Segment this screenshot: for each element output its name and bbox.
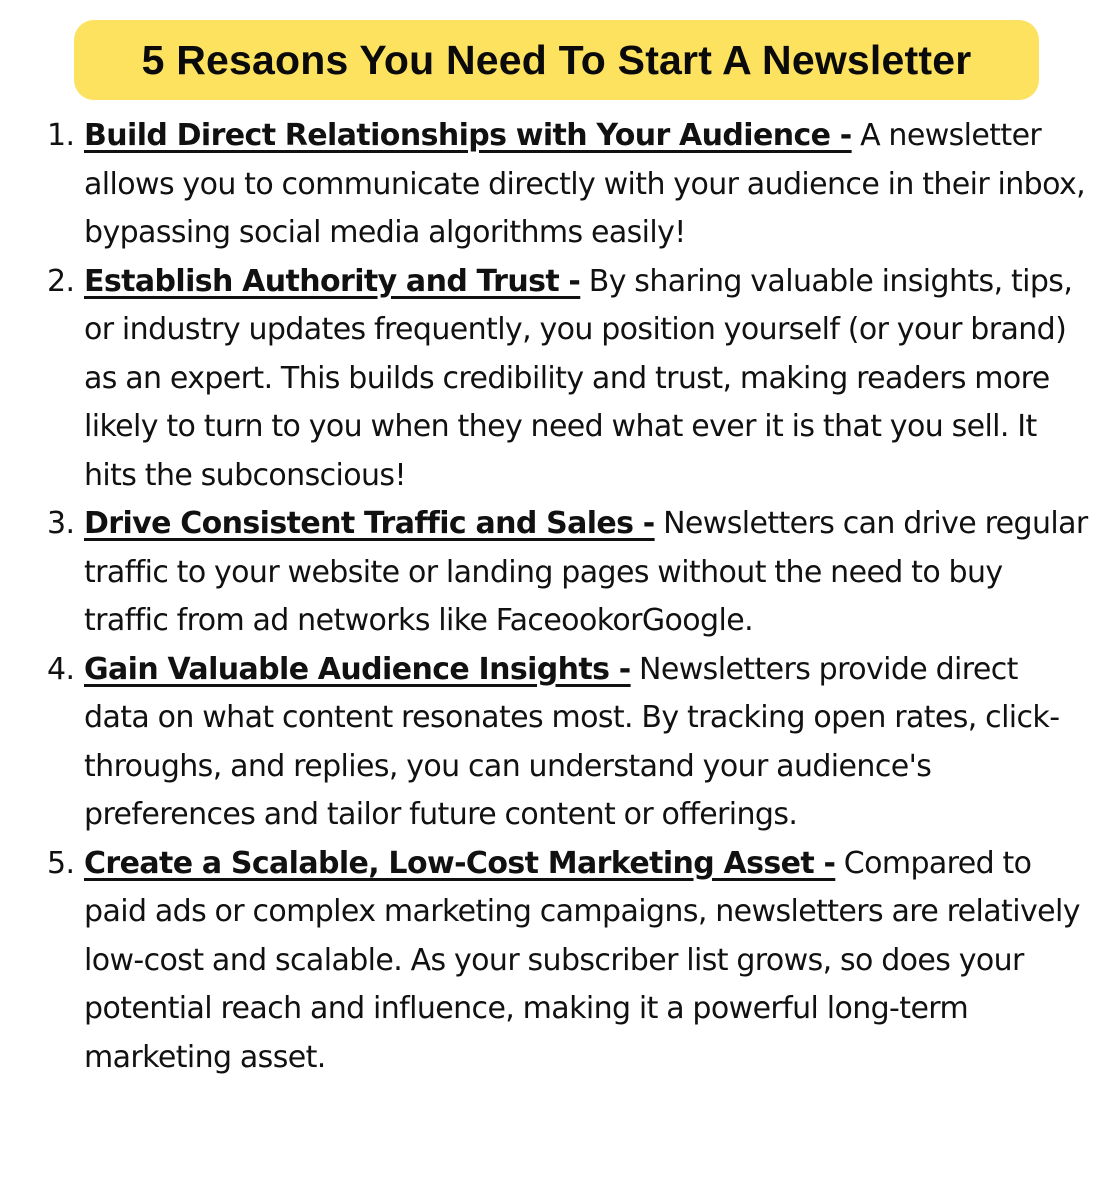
list-item-4 [0, 646, 1113, 840]
title-banner [74, 20, 1039, 100]
item-heading: Create a Scalable, Low-Cost Marketing Asset - [84, 845, 836, 881]
list-item-5 [0, 840, 1113, 1083]
page-title: 5 Resaons You Need To Start A Newsletter [141, 36, 972, 83]
item-heading: Build Direct Relationships with Your Audience - [84, 118, 852, 153]
item-number: 4. [47, 651, 75, 687]
item-number: 1. [47, 118, 75, 153]
item-body: A newsletter allows you to communicate directly with your audience in their inbox, bypassing social media algorithms easily! [84, 118, 1086, 250]
item-heading: Establish Authority and Trust - [84, 263, 581, 299]
item-body: By sharing valuable insights, tips, or industry updates frequently, you position yourself (or your brand) as an expert. This builds credibility and trust, making readers more likely to turn to you when they need what ever it is that you sell. It hits the subconscious! [84, 263, 1073, 493]
item-heading: Drive Consistent Traffic and Sales - [84, 506, 655, 541]
item-number: 5. [47, 845, 75, 881]
item-body: Newsletters provide direct data on what content resonates most. By tracking open rates, click-throughs, and replies, you can understand your audience's preferences and tailor future content or offerings. [84, 651, 1060, 832]
list-item-1 [0, 112, 1113, 258]
item-number: 2. [47, 263, 75, 299]
item-body: Compared to paid ads or complex marketing campaigns, newsletters are relatively low-cost and scalable. As your subscriber list grows, so does your potential reach and influence, making it a powerful long-term marketing asset. [84, 845, 1080, 1075]
list-item-3 [0, 500, 1113, 646]
item-number: 3. [47, 506, 75, 541]
item-heading: Gain Valuable Audience Insights - [84, 651, 631, 687]
list-item-2 [0, 258, 1113, 501]
item-body: Newsletters can drive regular traffic to your website or landing pages without the need to buy traffic from ad networks like FaceookorGoogle. [84, 506, 1088, 638]
reasons-list [0, 112, 1113, 1082]
